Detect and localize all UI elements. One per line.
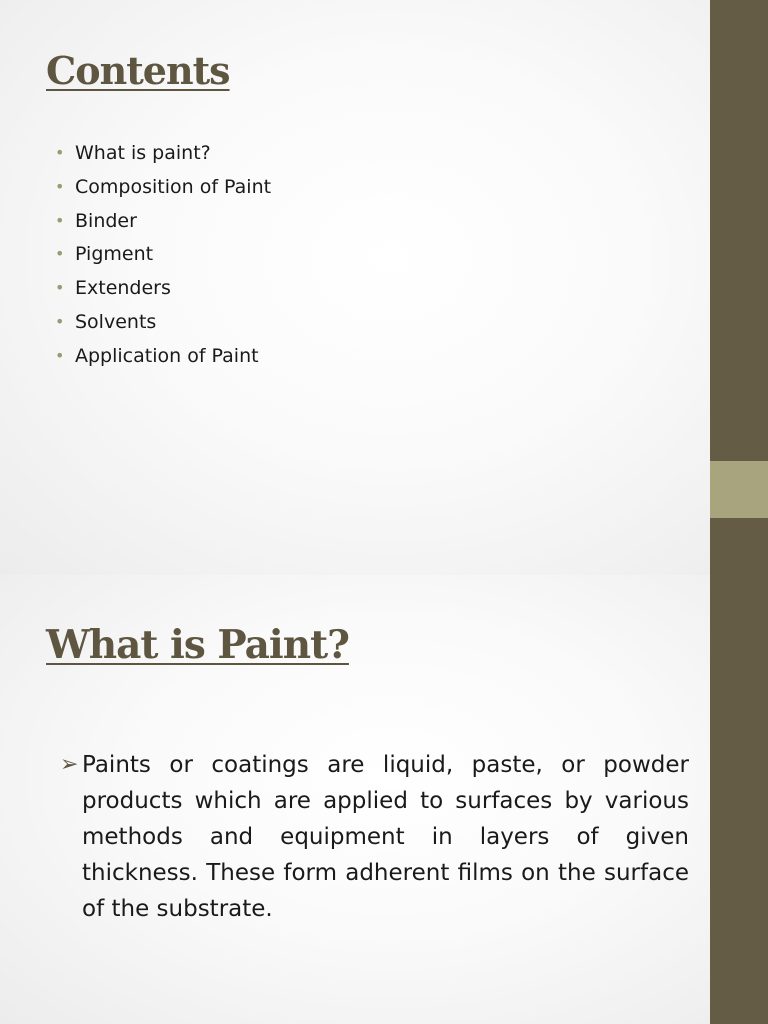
list-item: • Binder — [55, 209, 137, 232]
bullet-icon: • — [55, 345, 65, 365]
bullet-icon: • — [55, 244, 65, 264]
sidebar-accent-block — [710, 461, 768, 518]
bullet-icon: • — [55, 176, 65, 196]
bullet-icon: • — [55, 210, 65, 230]
list-item: • Solvents — [55, 310, 157, 333]
contents-list — [55, 140, 271, 377]
slide-what-is-paint — [0, 575, 710, 1024]
definition-text: Paints or coatings are liquid, paste, or powder products which are applied to surfaces by various methods and equipment in layers of given thickness. These form adherent films on the surface of the substrate. — [82, 752, 689, 922]
list-item: • Composition of Paint — [55, 175, 272, 198]
arrow-bullet-icon: ➢ — [60, 752, 79, 777]
slide-title: Contents — [46, 48, 230, 93]
list-item: • Pigment — [55, 243, 154, 266]
list-item: • Extenders — [55, 277, 171, 300]
list-item: • Application of Paint — [55, 344, 259, 367]
list-item: • What is paint? — [55, 142, 211, 164]
definition-paragraph — [60, 747, 690, 927]
bullet-icon: • — [55, 278, 65, 298]
bullet-icon: • — [55, 311, 65, 331]
bullet-icon: • — [55, 143, 65, 162]
slide-title: What is Paint? — [46, 622, 349, 668]
